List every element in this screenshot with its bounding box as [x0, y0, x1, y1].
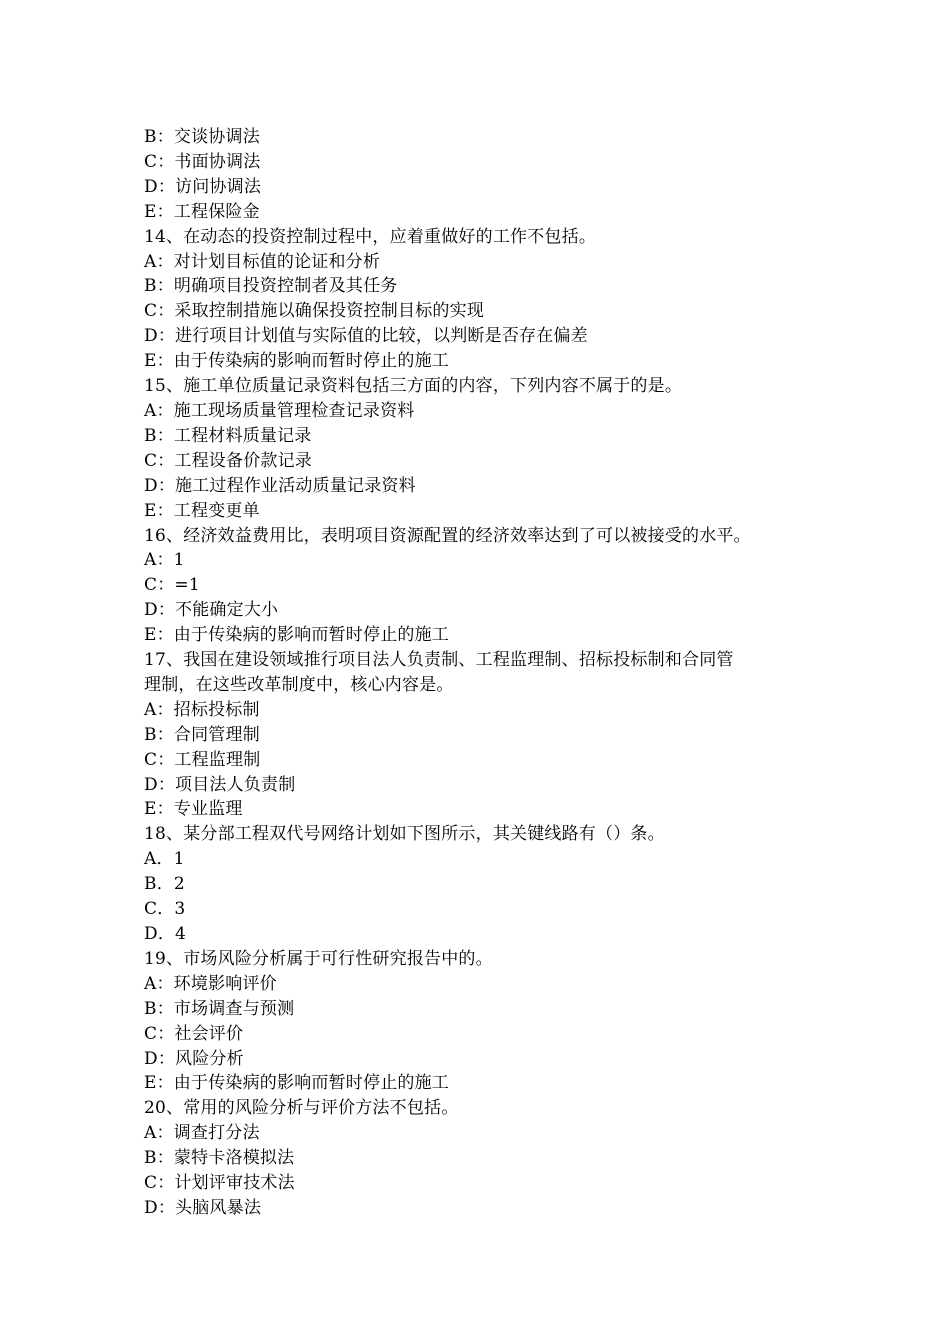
- option-line: C：计划评审技术法: [144, 1173, 295, 1194]
- option-line: D：施工过程作业活动质量记录资料: [144, 475, 416, 496]
- option-line: B：蒙特卡洛模拟法: [144, 1148, 295, 1169]
- option-line: C：社会评价: [144, 1023, 244, 1044]
- option-line: D：风险分析: [144, 1048, 244, 1069]
- option-line: D：头脑风暴法: [144, 1197, 262, 1218]
- option-line: A：1: [144, 550, 185, 571]
- option-line: D：不能确定大小: [144, 600, 279, 621]
- question-line: 15、施工单位质量记录资料包括三方面的内容，下列内容不属于的是。: [144, 376, 683, 397]
- option-line: C．3: [144, 899, 186, 920]
- option-line: D．4: [144, 924, 187, 944]
- option-line: C：采取控制措施以确保投资控制目标的实现: [144, 301, 485, 322]
- option-line: B：合同管理制: [144, 724, 260, 745]
- option-line: E：工程变更单: [144, 500, 260, 521]
- option-line: C：工程监理制: [144, 749, 261, 770]
- option-line: A：施工现场质量管理检查记录资料: [144, 400, 415, 421]
- option-line: A：对计划目标值的论证和分析: [144, 251, 381, 272]
- question-list: [144, 125, 814, 1221]
- option-line: B：工程材料质量记录: [144, 425, 312, 446]
- option-line: A：调查打分法: [144, 1123, 260, 1144]
- option-line: B：明确项目投资控制者及其任务: [144, 276, 398, 297]
- option-line: C：书面协调法: [144, 151, 261, 172]
- question-line: 18、某分部工程双代号网络计划如下图所示，其关键线路有（）条。: [144, 824, 665, 845]
- option-line: D：进行项目计划值与实际值的比较，以判断是否存在偏差: [144, 326, 588, 347]
- option-line: E：由于传染病的影响而暂时停止的施工: [144, 351, 450, 372]
- question-line: 17、我国在建设领域推行项目法人负责制、工程监理制、招标投标制和合同管: [144, 650, 734, 671]
- option-line: E：专业监理: [144, 799, 243, 820]
- option-line: B：交谈协调法: [144, 127, 260, 147]
- option-line: A．1: [144, 849, 185, 870]
- option-line: A：环境影响评价: [144, 973, 277, 994]
- option-line: C：=1: [144, 575, 200, 596]
- question-line: 19、市场风险分析属于可行性研究报告中的。: [144, 948, 493, 969]
- option-line: B：市场调查与预测: [144, 998, 295, 1019]
- question-line-continued: 理制，在这些改革制度中，核心内容是。: [144, 674, 454, 695]
- option-line: D：访问协调法: [144, 176, 262, 197]
- option-line: A：招标投标制: [144, 699, 260, 720]
- option-line: E：由于传染病的影响而暂时停止的施工: [144, 1073, 450, 1094]
- option-line: D：项目法人负责制: [144, 774, 296, 795]
- option-line: E：由于传染病的影响而暂时停止的施工: [144, 625, 450, 646]
- option-line: B．2: [144, 874, 185, 895]
- option-line: E：工程保险金: [144, 201, 260, 222]
- question-line: 14、在动态的投资控制过程中，应着重做好的工作不包括。: [144, 226, 597, 247]
- question-line: 16、经济效益费用比，表明项目资源配置的经济效率达到了可以被接受的水平。: [144, 525, 751, 546]
- option-line: C：工程设备价款记录: [144, 450, 313, 471]
- question-line: 20、常用的风险分析与评价方法不包括。: [144, 1098, 459, 1119]
